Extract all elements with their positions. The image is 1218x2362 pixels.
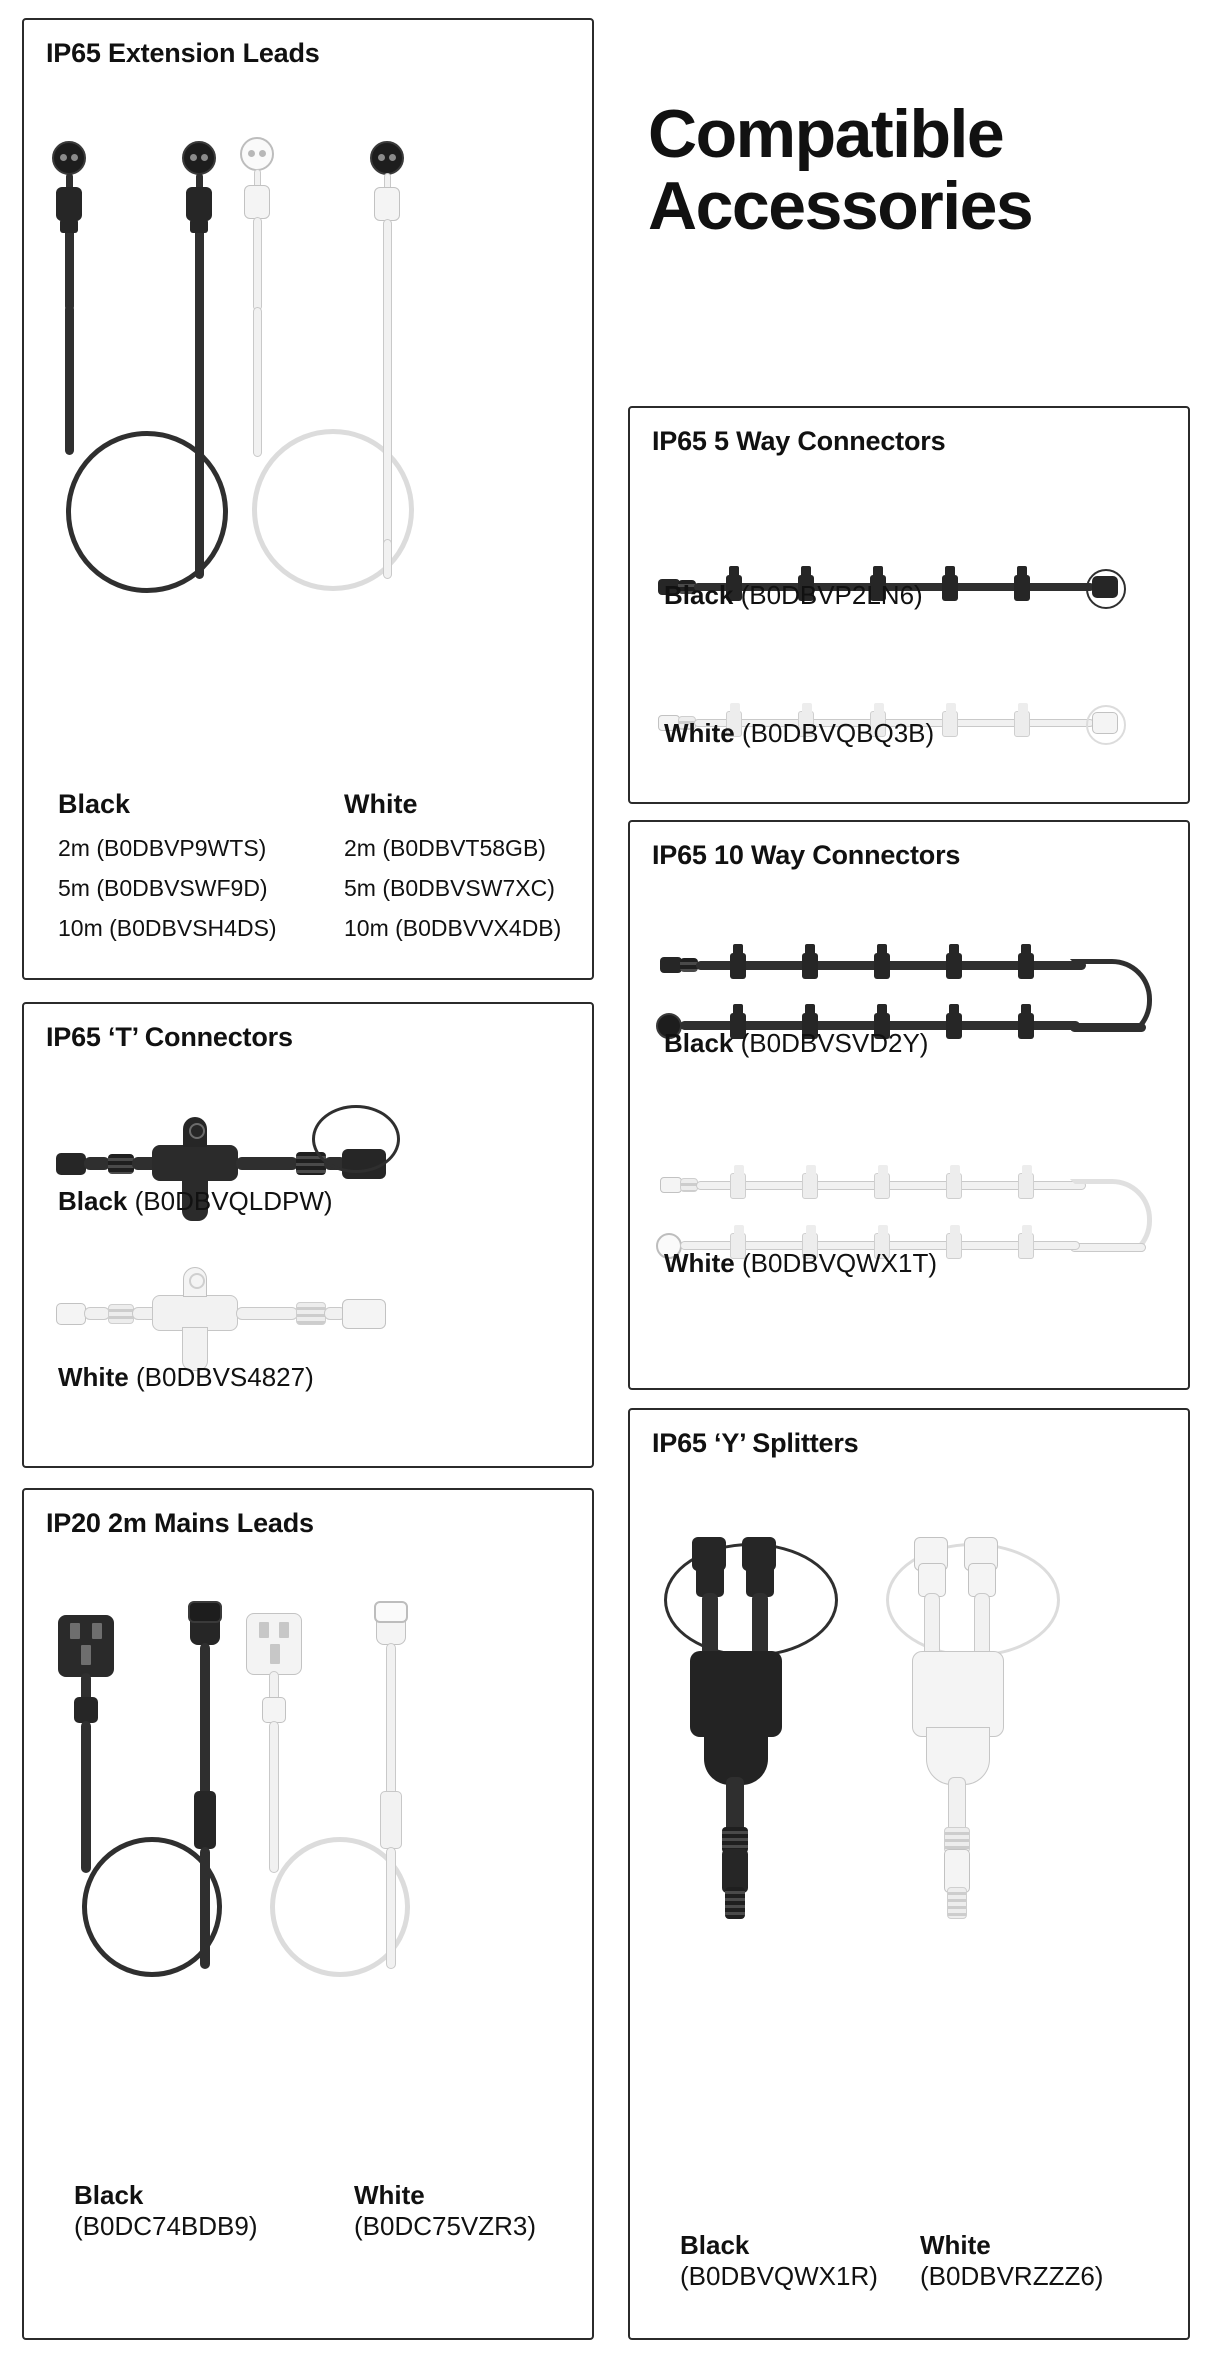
ten-way-black-code: (B0DBVSVD2Y) <box>740 1028 929 1058</box>
extension-leads-white-heading: White <box>344 789 418 819</box>
socket-icon <box>374 1601 408 1623</box>
five-way-white-code: (B0DBVQBQ3B) <box>742 718 935 748</box>
ten-way-black-label: Black <box>664 1028 741 1058</box>
uk-plug-icon <box>246 1613 302 1675</box>
ten-way-white-caption <box>664 1248 937 1279</box>
y-splitter-black-label: Black <box>680 2230 750 2260</box>
list-item: 2m (B0DBVP9WTS) <box>58 835 267 861</box>
extension-leads-black-heading: Black <box>58 789 131 819</box>
mains-leads-white-caption <box>354 2180 536 2242</box>
mains-leads-white-label: White <box>354 2180 425 2210</box>
socket-icon <box>52 141 86 175</box>
mains-leads-black-label: Black <box>74 2180 144 2210</box>
socket-icon <box>240 137 274 171</box>
page-title <box>648 96 1188 245</box>
panel-ten-way-title: IP65 10 Way Connectors <box>652 840 961 870</box>
t-connector-black-label: Black <box>58 1186 135 1216</box>
ten-way-white-code: (B0DBVQWX1T) <box>742 1248 938 1278</box>
uk-plug-icon <box>58 1615 114 1677</box>
five-way-black-code: (B0DBVP2LN6) <box>740 580 923 610</box>
list-item: 2m (B0DBVT58GB) <box>344 835 546 861</box>
list-item: 5m (B0DBVSWF9D) <box>58 875 268 901</box>
panel-y-splitters <box>628 1408 1190 2340</box>
t-connector-white-code: (B0DBVS4827) <box>136 1362 314 1392</box>
t-connector-white-caption <box>58 1362 314 1393</box>
panel-mains-leads <box>22 1488 594 2340</box>
five-way-black-caption <box>664 580 923 611</box>
ten-way-black-caption <box>664 1028 928 1059</box>
panel-ten-way-connectors <box>628 820 1190 1390</box>
panel-extension-leads <box>22 18 594 980</box>
socket-icon <box>370 141 404 175</box>
panel-extension-leads-title: IP65 Extension Leads <box>46 38 320 68</box>
socket-icon <box>182 141 216 175</box>
t-connector-black-code: (B0DBVQLDPW) <box>134 1186 333 1216</box>
y-splitter-white-caption <box>920 2230 1103 2292</box>
five-way-black-label: Black <box>664 580 741 610</box>
panel-five-way-connectors <box>628 406 1190 804</box>
extension-leads-white-column <box>344 780 594 948</box>
ten-way-white-label: White <box>664 1248 742 1278</box>
page-title-line-2: Accessories <box>648 168 1033 245</box>
mains-leads-white-code: (B0DC75VZR3) <box>354 2211 537 2241</box>
list-item: 5m (B0DBVSW7XC) <box>344 875 555 901</box>
y-splitter-white-code: (B0DBVRZZZ6) <box>920 2261 1104 2291</box>
panel-y-splitters-title: IP65 ‘Y’ Splitters <box>652 1428 859 1458</box>
page-title-line-1: Compatible <box>648 96 1004 172</box>
panel-t-connectors <box>22 1002 594 1468</box>
socket-icon <box>188 1601 222 1623</box>
five-way-white-label: White <box>664 718 742 748</box>
list-item: 10m (B0DBVVX4DB) <box>344 915 562 941</box>
mains-leads-black-caption <box>74 2180 258 2242</box>
y-splitter-black-caption <box>680 2230 878 2292</box>
list-item: 10m (B0DBVSH4DS) <box>58 915 277 941</box>
y-splitter-white-label: White <box>920 2230 991 2260</box>
extension-leads-black-column <box>58 780 288 948</box>
mains-leads-black-code: (B0DC74BDB9) <box>74 2211 258 2241</box>
five-way-white-caption <box>664 718 934 749</box>
y-splitter-black-code: (B0DBVQWX1R) <box>680 2261 878 2291</box>
panel-mains-leads-title: IP20 2m Mains Leads <box>46 1508 314 1538</box>
t-connector-black-caption <box>58 1186 333 1217</box>
panel-t-connectors-title: IP65 ‘T’ Connectors <box>46 1022 293 1052</box>
t-connector-white-label: White <box>58 1362 136 1392</box>
panel-five-way-title: IP65 5 Way Connectors <box>652 426 946 456</box>
